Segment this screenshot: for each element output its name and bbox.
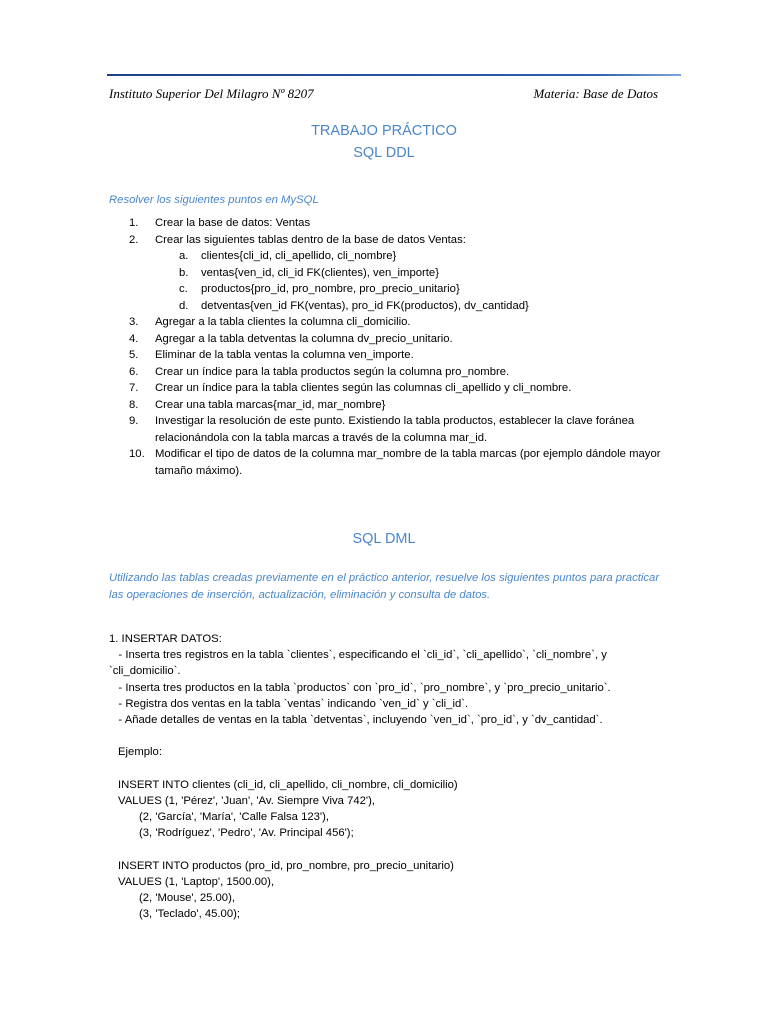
- sub-item-text: ventas{ven_id, cli_id FK(clientes), ven_importe}: [201, 266, 439, 279]
- item-text: Agregar a la tabla clientes la columna cli_domicilio.: [155, 316, 411, 328]
- example-label: Ejemplo:: [118, 746, 162, 759]
- item-number: 2.: [129, 233, 139, 246]
- item-text: Crear un índice para la tabla productos según la columna pro_nombre.: [155, 365, 510, 378]
- list-item: [109, 380, 669, 397]
- code-line: (2, 'Mouse', 25.00),: [139, 892, 235, 905]
- sub-item-letter: b.: [179, 266, 189, 279]
- list-item: [109, 446, 669, 479]
- dml-exercise: [109, 631, 669, 923]
- item-text: Crear un índice para la tabla clientes según las columnas cli_apellido y cli_nombre.: [155, 382, 572, 394]
- table-definitions-list: [155, 248, 669, 314]
- sub-item-letter: a.: [179, 250, 189, 262]
- instruction-line: `cli_domicilio`.: [109, 665, 181, 678]
- code-line: INSERT INTO clientes (cli_id, cli_apellido, cli_nombre, cli_domicilio): [118, 778, 458, 791]
- sub-list-item: [155, 248, 669, 265]
- list-item: [109, 232, 669, 315]
- sub-item-text: clientes{cli_id, cli_apellido, cli_nombre}: [201, 250, 397, 262]
- list-item: [109, 215, 669, 232]
- header-rule: [107, 74, 681, 76]
- dml-title: SQL DML: [352, 531, 416, 547]
- item-number: 3.: [129, 316, 139, 328]
- instruction-line: - Añade detalles de ventas en la tabla `detventas`, incluyendo `ven_id`, `pro_id`, y `dv_cantidad`.: [109, 714, 603, 727]
- list-item: [109, 331, 669, 348]
- item-text: Agregar a la tabla detventas la columna dv_precio_unitario.: [155, 332, 453, 345]
- list-item: [109, 364, 669, 381]
- sub-list-item: [155, 281, 669, 298]
- list-item: [109, 397, 669, 414]
- ddl-task-list: [109, 215, 669, 479]
- document-subtitle: SQL DDL: [353, 145, 415, 161]
- list-item: [109, 413, 669, 446]
- item-text: Eliminar de la tabla ventas la columna ven_importe.: [155, 349, 414, 361]
- institution-name: Instituto Superior Del Milagro Nº 8207: [109, 86, 314, 101]
- item-number: 5.: [129, 349, 139, 361]
- item-number: 4.: [129, 332, 139, 345]
- instruction-line: - Inserta tres registros en la tabla `clientes`, especificando el `cli_id`, `cli_apellido`, `cli_nombre`, y: [109, 649, 607, 662]
- item-number: 6.: [129, 365, 139, 378]
- section-heading: 1. INSERTAR DATOS:: [109, 633, 222, 645]
- list-item: [109, 347, 669, 364]
- sub-list-item: [155, 265, 669, 282]
- instruction-line: - Inserta tres productos en la tabla `productos` con `pro_id`, `pro_nombre`, y `pro_precio_unitario`.: [109, 681, 611, 694]
- sub-item-letter: c.: [179, 283, 188, 295]
- item-number: 1.: [129, 217, 139, 229]
- code-line: (3, 'Rodríguez', 'Pedro', 'Av. Principal 456');: [139, 827, 354, 840]
- instruction-line: - Registra dos ventas en la tabla `ventas` indicando `ven_id` y `cli_id`.: [109, 697, 469, 710]
- sub-item-text: productos{pro_id, pro_nombre, pro_precio_unitario}: [201, 283, 460, 295]
- subject-name: Materia: Base de Datos: [533, 86, 658, 101]
- item-number: 9.: [129, 415, 139, 427]
- item-text: Crear la base de datos: Ventas: [155, 217, 311, 229]
- code-line: INSERT INTO productos (pro_id, pro_nombre, pro_precio_unitario): [118, 859, 454, 872]
- dml-intro: Utilizando las tablas creadas previamente en el práctico anterior, resuelve los siguientes puntos para practicar las operaciones de inserción, actualización, eliminación y consulta de datos.: [109, 572, 660, 601]
- list-item: [109, 314, 669, 331]
- code-line: (3, 'Teclado', 45.00);: [139, 908, 241, 921]
- item-text: Crear las siguientes tablas dentro de la base de datos Ventas:: [155, 233, 466, 246]
- document-title: TRABAJO PRÁCTICO: [311, 123, 457, 139]
- code-line: VALUES (1, 'Pérez', 'Juan', 'Av. Siempre Viva 742'),: [118, 795, 375, 807]
- code-line: (2, 'García', 'María', 'Calle Falsa 123'),: [139, 811, 329, 824]
- item-text: Modificar el tipo de datos de la columna mar_nombre de la tabla marcas (por ejemplo dándole mayor tamaño máximo).: [155, 448, 661, 477]
- item-number: 10.: [129, 448, 145, 460]
- ddl-intro: Resolver los siguientes puntos en MySQL: [109, 194, 319, 206]
- code-line: VALUES (1, 'Laptop', 1500.00),: [118, 876, 275, 888]
- item-text: Investigar la resolución de este punto. Existiendo la tabla productos, establecer la clave foránea relacionándola con la tabla marcas a través de la columna mar_id.: [155, 415, 635, 444]
- item-text: Crear una tabla marcas{mar_id, mar_nombre}: [155, 398, 386, 411]
- item-number: 8.: [129, 398, 139, 411]
- sub-list-item: [155, 298, 669, 315]
- sub-item-text: detventas{ven_id FK(ventas), pro_id FK(productos), dv_cantidad}: [201, 299, 529, 312]
- sub-item-letter: d.: [179, 299, 189, 312]
- item-number: 7.: [129, 382, 139, 394]
